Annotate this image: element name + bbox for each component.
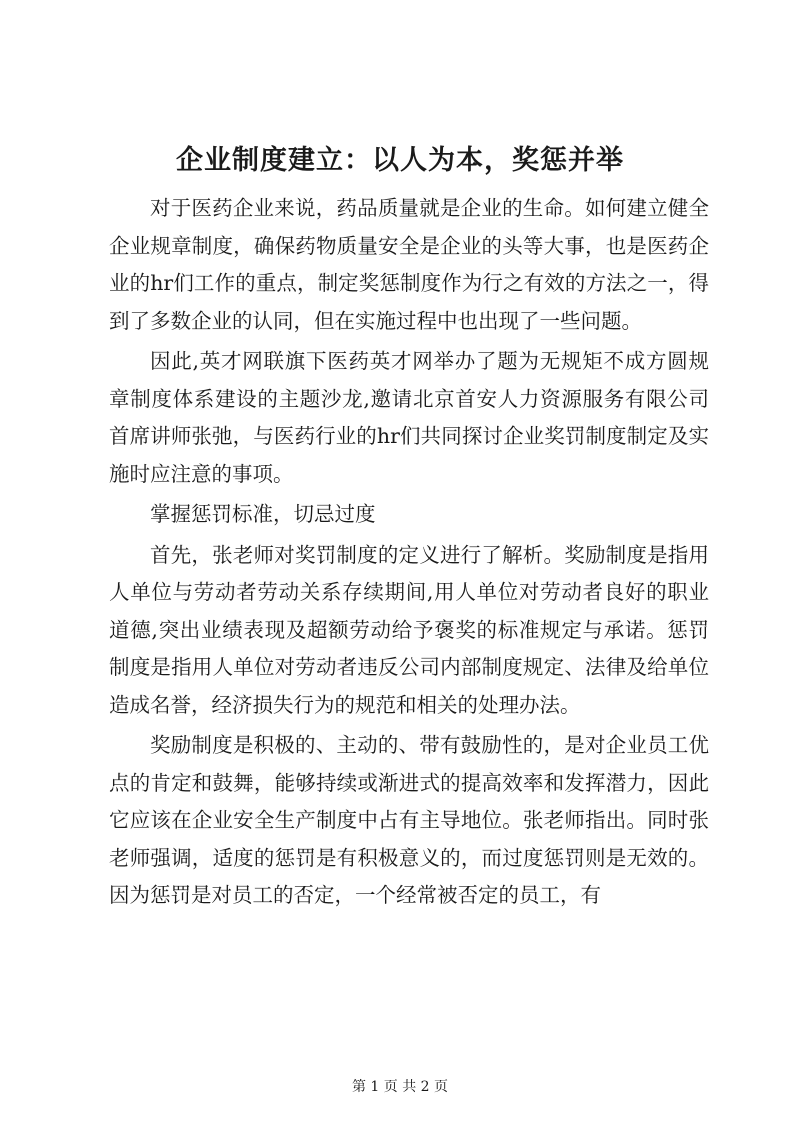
page-footer: 第 1 页 共 2 页 <box>351 1079 449 1095</box>
section-heading: 掌握惩罚标准，切忌过度 <box>150 502 376 526</box>
paragraph-reward: 奖励制度是积极的、主动的、带有鼓励性的，是对企业员工优点的肯定和鼓舞，能够持续或渐进式的提高效率和发挥潜力，因此它应该在企业安全生产制度中占有主导地位。张老师指出。同时张老师强调，适度的惩罚是有积极意义的，而过度惩罚则是无效的。因为惩罚是对员工的否定，一个经常被否定的员工，有 <box>109 733 709 907</box>
paragraph-salon: 因此,英才网联旗下医药英才网举办了题为无规矩不成方圆规章制度体系建设的主题沙龙,邀请北京首安人力资源服务有限公司首席讲师张弛，与医药行业的hr们共同探讨企业奖罚制度制定及实施时应注意的事项。 <box>109 349 709 486</box>
paragraph-intro: 对于医药企业来说，药品质量就是企业的生命。如何建立健全企业规章制度，确保药物质量安全是企业的头等大事，也是医药企业的hr们工作的重点，制定奖惩制度作为行之有效的方法之一，得到了多数企业的认同，但在实施过程中也出现了一些问题。 <box>109 196 709 333</box>
document-body <box>109 190 709 918</box>
paragraph-definition: 首先，张老师对奖罚制度的定义进行了解析。奖励制度是指用人单位与劳动者劳动关系存续期间,用人单位对劳动者良好的职业道德,突出业绩表现及超额劳动给予褒奖的标准规定与承诺。惩罚制度是指用人单位对劳动者违反公司内部制度规定、法律及给单位造成名誉，经济损失行为的规范和相关的处理办法。 <box>109 542 709 717</box>
document-title: 企业制度建立：以人为本，奖惩并举 <box>176 145 624 176</box>
